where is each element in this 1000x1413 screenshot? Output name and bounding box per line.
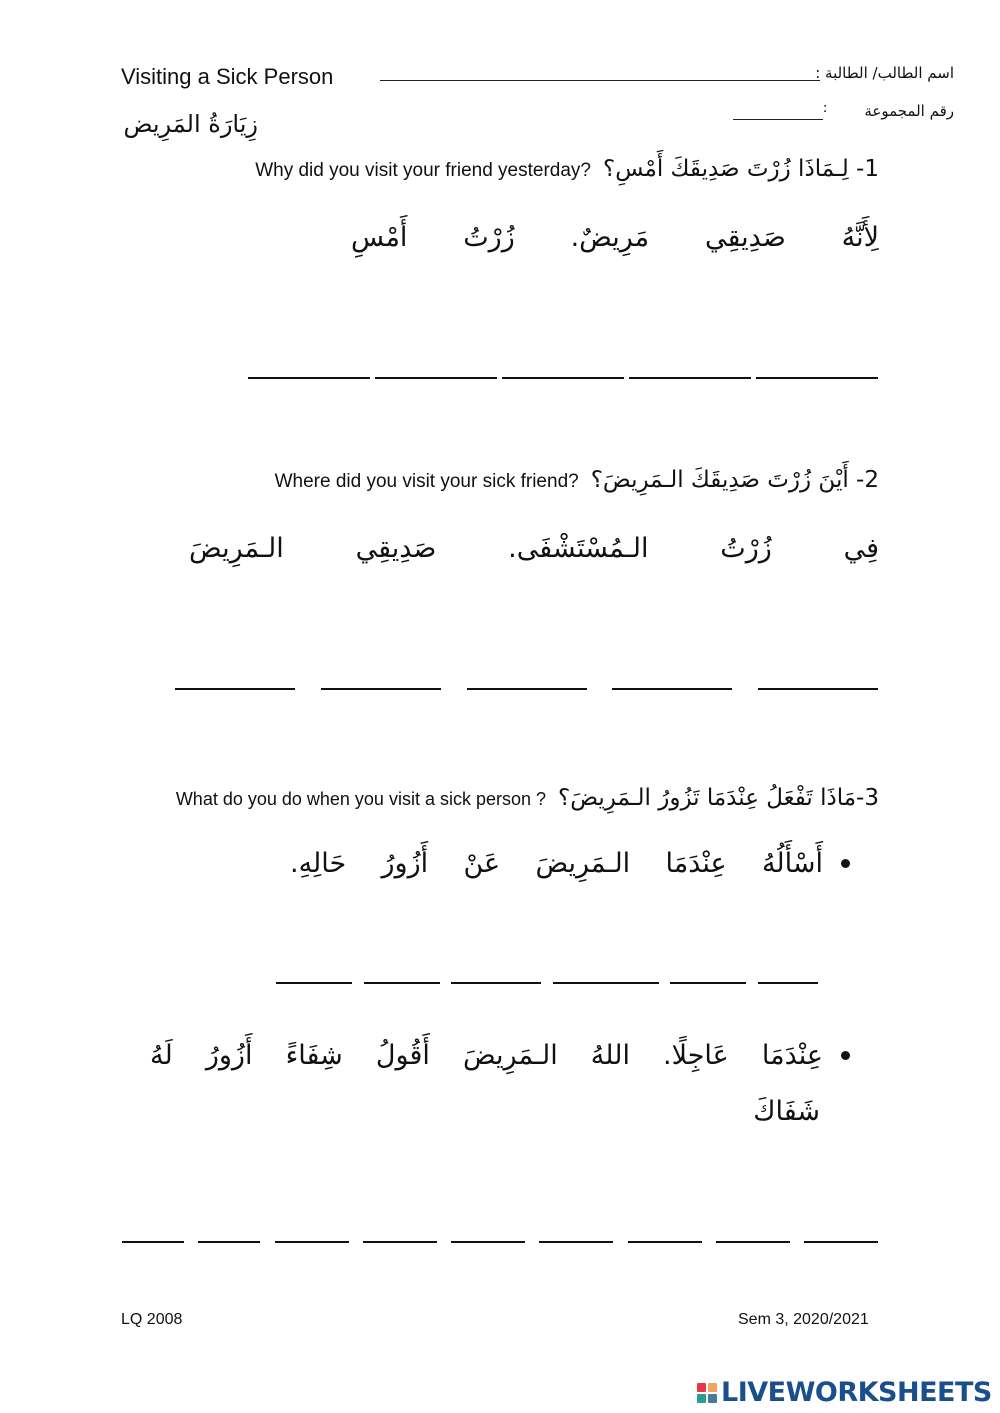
- answer-blank[interactable]: [248, 377, 370, 379]
- group-number-colon: :: [823, 100, 828, 116]
- question-3: [176, 785, 879, 811]
- answer-blank[interactable]: [758, 688, 878, 690]
- answer-blank[interactable]: [756, 377, 878, 379]
- word-tile[interactable]: فِي: [843, 533, 879, 564]
- answer-blank[interactable]: [553, 982, 659, 984]
- word-tile[interactable]: أَزُورُ: [205, 1040, 253, 1071]
- word-tile[interactable]: عَنْ: [463, 848, 501, 879]
- word-tile[interactable]: زُرْتُ: [720, 533, 772, 564]
- word-tile[interactable]: شِفَاءً: [285, 1040, 343, 1071]
- answer-blank[interactable]: [175, 688, 295, 690]
- question-2: [275, 467, 879, 493]
- answer-blank[interactable]: [758, 982, 818, 984]
- question-1-words: [351, 222, 879, 253]
- group-number-line[interactable]: [733, 119, 823, 120]
- answer-blank[interactable]: [716, 1241, 790, 1243]
- question-1-answer-blanks: [248, 377, 878, 379]
- logo-square: [708, 1394, 717, 1403]
- word-tile[interactable]: عِنْدَمَا: [665, 848, 727, 879]
- word-tile[interactable]: أَسْأَلُهُ: [761, 848, 823, 879]
- word-tile[interactable]: أَمْسِ: [351, 222, 408, 253]
- answer-blank[interactable]: [363, 1241, 437, 1243]
- word-tile[interactable]: عَاجِلًا.: [663, 1040, 729, 1071]
- liveworksheets-logo-text: LIVEWORKSHEETS: [721, 1377, 992, 1408]
- word-tile[interactable]: أَقُولُ: [375, 1040, 430, 1071]
- word-tile[interactable]: الـمَرِيضَ: [462, 1040, 558, 1071]
- word-tile[interactable]: أَزُورُ: [381, 848, 429, 879]
- word-tile[interactable]: الـمَرِيضَ: [535, 848, 631, 879]
- question-2-ar: 2- أَيْنَ زُرْتَ صَدِيقَكَ الـمَرِيضَ؟: [590, 467, 879, 493]
- word-tile[interactable]: شَفَاكَ: [753, 1096, 820, 1127]
- answer-blank[interactable]: [364, 982, 440, 984]
- word-tile[interactable]: مَرِيضٌ.: [570, 222, 650, 253]
- answer-blank[interactable]: [375, 377, 497, 379]
- answer-blank[interactable]: [198, 1241, 260, 1243]
- answer-blank[interactable]: [804, 1241, 878, 1243]
- answer-blank[interactable]: [451, 982, 541, 984]
- question-1: [255, 156, 879, 182]
- logo-square: [697, 1394, 706, 1403]
- question-1-ar: 1- لِـمَاذَا زُرْتَ صَدِيقَكَ أَمْسِ؟: [603, 156, 879, 182]
- answer-blank[interactable]: [122, 1241, 184, 1243]
- word-tile[interactable]: صَدِيقِي: [355, 533, 437, 564]
- answer-blank[interactable]: [467, 688, 587, 690]
- word-tile[interactable]: صَدِيقِي: [704, 222, 786, 253]
- answer-blank[interactable]: [275, 1241, 349, 1243]
- question-3-item-1-answer-blanks: [276, 982, 818, 984]
- answer-blank[interactable]: [321, 688, 441, 690]
- question-3-item-1: [290, 848, 850, 879]
- worksheet-title-en: Visiting a Sick Person: [121, 64, 334, 89]
- word-tile[interactable]: عِنْدَمَا: [761, 1040, 823, 1071]
- question-2-words: [189, 533, 879, 564]
- word-tile[interactable]: اللهُ: [590, 1040, 630, 1071]
- question-3-en: What do you do when you visit a sick person ?: [175, 789, 547, 809]
- word-tile[interactable]: حَالِهِ.: [290, 848, 347, 879]
- answer-blank[interactable]: [628, 1241, 702, 1243]
- student-name-label: اسم الطالب/ الطالبة :: [815, 64, 954, 82]
- logo-square: [697, 1383, 706, 1392]
- question-1-en: Why did you visit your friend yesterday?: [255, 160, 591, 181]
- word-tile[interactable]: لَهُ: [150, 1040, 173, 1071]
- question-2-answer-blanks: [175, 688, 878, 690]
- word-tile[interactable]: لِأَنَّهُ: [841, 222, 879, 253]
- answer-blank[interactable]: [629, 377, 751, 379]
- footer-code: LQ 2008: [121, 1311, 183, 1328]
- word-tile[interactable]: الـمَرِيضَ: [189, 533, 284, 564]
- group-number-label: رقم المجموعة: [864, 102, 954, 120]
- student-name-line[interactable]: [380, 80, 820, 81]
- answer-blank[interactable]: [670, 982, 746, 984]
- logo-square: [708, 1383, 717, 1392]
- word-tile[interactable]: الـمُسْتَشْفَى.: [508, 533, 649, 564]
- word-tile[interactable]: زُرْتُ: [463, 222, 515, 253]
- answer-blank[interactable]: [276, 982, 352, 984]
- liveworksheets-logo: [697, 1377, 992, 1408]
- question-3-item-2: [150, 1040, 850, 1071]
- question-3-ar: 3-مَاذَا تَفْعَلُ عِنْدَمَا تَزُورُ الـمَرِيضَ؟: [558, 785, 879, 811]
- answer-blank[interactable]: [502, 377, 624, 379]
- liveworksheets-logo-icon: [697, 1383, 717, 1403]
- question-2-en: Where did you visit your sick friend?: [274, 471, 579, 492]
- question-3-item-2-line-2: [753, 1096, 820, 1127]
- bullet-icon: [841, 1051, 850, 1060]
- question-3-item-2-answer-blanks: [122, 1241, 878, 1243]
- bullet-icon: [841, 859, 850, 868]
- answer-blank[interactable]: [539, 1241, 613, 1243]
- answer-blank[interactable]: [451, 1241, 525, 1243]
- answer-blank[interactable]: [612, 688, 732, 690]
- worksheet-title-ar: زِيَارَةُ المَرِيض: [123, 110, 258, 138]
- footer-semester: Sem 3, 2020/2021: [738, 1311, 869, 1328]
